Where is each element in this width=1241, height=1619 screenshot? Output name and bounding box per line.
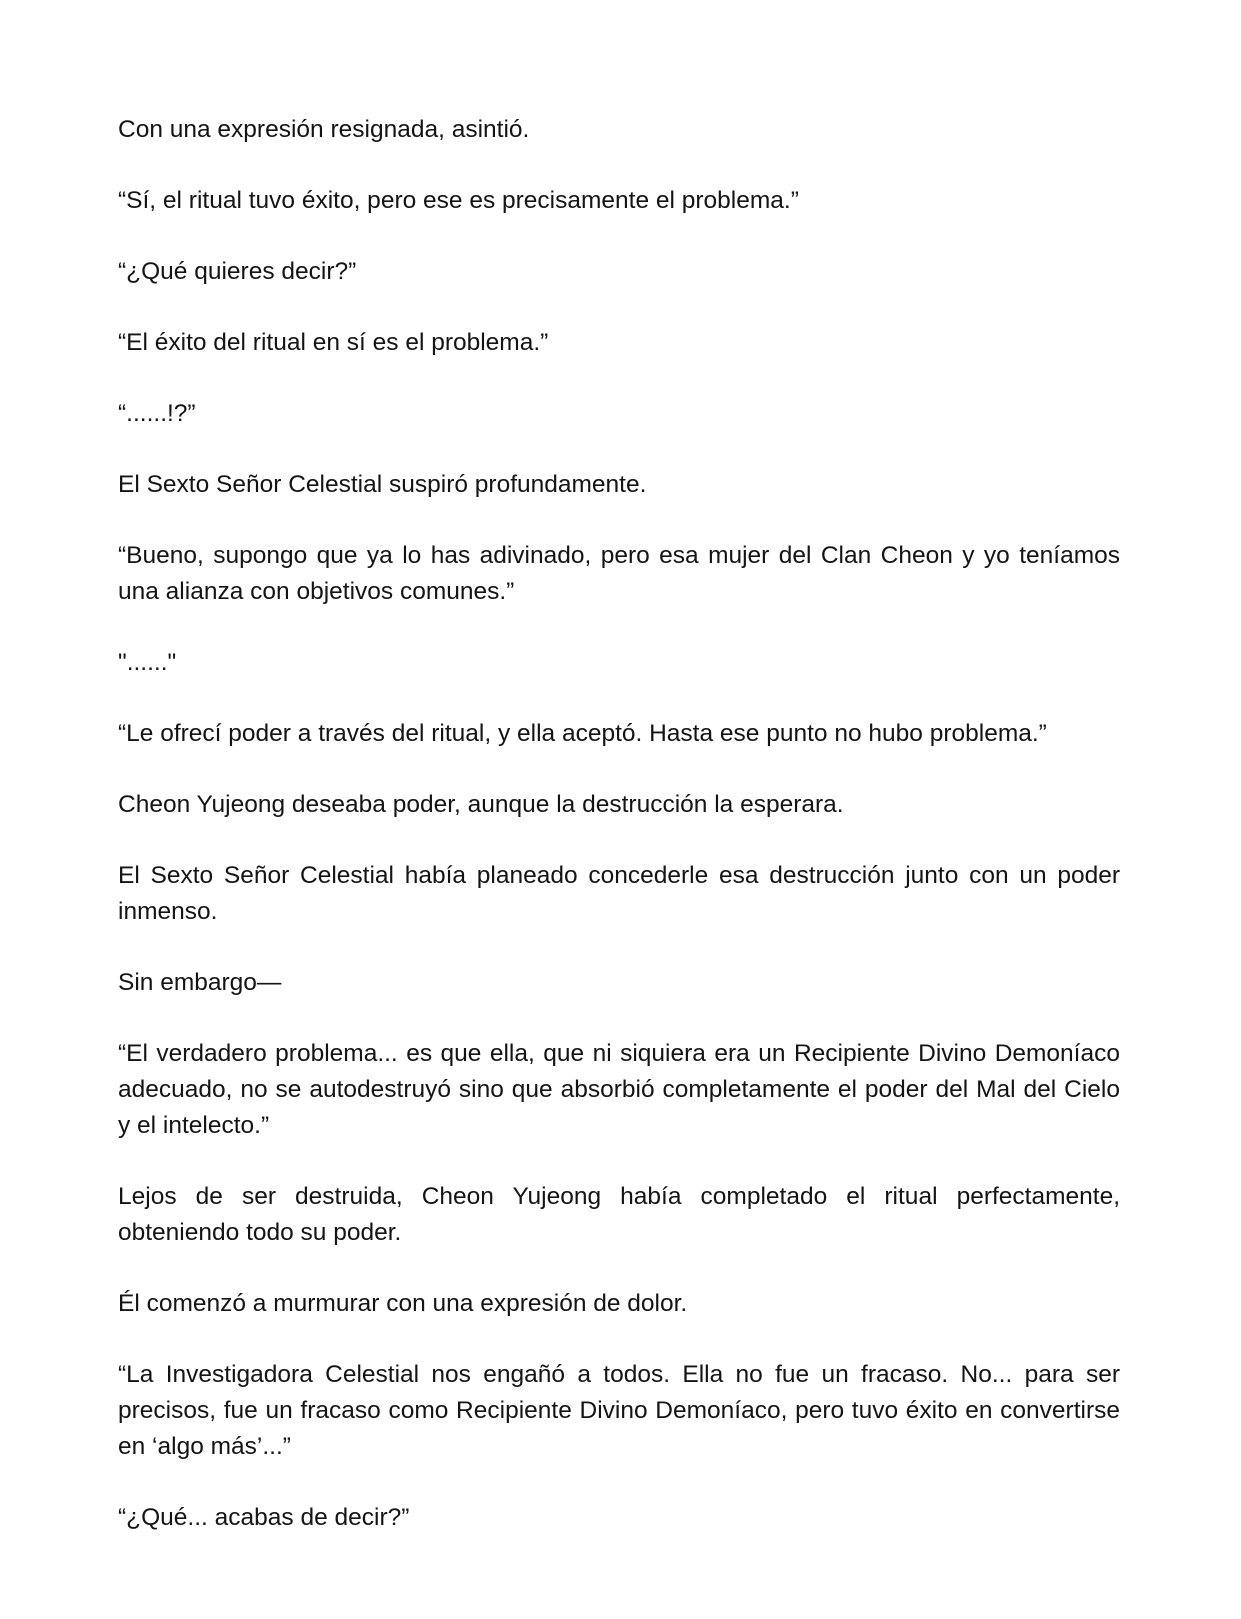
- paragraph: “¿Qué... acabas de decir?”: [118, 1504, 410, 1531]
- paragraph: Cheon Yujeong deseaba poder, aunque la destrucción la esperara.: [118, 791, 844, 818]
- paragraph: “¿Qué quieres decir?”: [118, 258, 357, 285]
- paragraph: “Le ofrecí poder a través del ritual, y ella aceptó. Hasta ese punto no hubo problema.”: [118, 720, 1047, 747]
- paragraph: “El éxito del ritual en sí es el problema.”: [118, 329, 549, 356]
- paragraph: "......": [118, 649, 177, 676]
- paragraph: Sin embargo—: [118, 969, 282, 996]
- paragraph: El Sexto Señor Celestial suspiró profundamente.: [118, 471, 647, 498]
- document-body: [118, 112, 1120, 1571]
- paragraph: “Bueno, supongo que ya lo has adivinado, pero esa mujer del Clan Cheon y yo teníamos una alianza con objetivos comunes.”: [118, 542, 1120, 605]
- paragraph: Lejos de ser destruida, Cheon Yujeong había completado el ritual perfectamente, obteniendo todo su poder.: [118, 1183, 1120, 1246]
- paragraph: “Sí, el ritual tuvo éxito, pero ese es precisamente el problema.”: [118, 187, 799, 214]
- paragraph: El Sexto Señor Celestial había planeado concederle esa destrucción junto con un poder inmenso.: [118, 862, 1120, 925]
- paragraph: “La Investigadora Celestial nos engañó a todos. Ella no fue un fracaso. No... para ser precisos, fue un fracaso como Recipiente Divino Demoníaco, pero tuvo éxito en convertirse en ‘algo más’...”: [118, 1361, 1120, 1460]
- paragraph: Él comenzó a murmurar con una expresión de dolor.: [118, 1290, 688, 1317]
- paragraph: “......!?”: [118, 400, 196, 427]
- paragraph: Con una expresión resignada, asintió.: [118, 116, 530, 143]
- paragraph: “El verdadero problema... es que ella, que ni siquiera era un Recipiente Divino Demoníaco adecuado, no se autodestruyó sino que absorbió completamente el poder del Mal del Cielo y el intelecto.”: [118, 1040, 1120, 1139]
